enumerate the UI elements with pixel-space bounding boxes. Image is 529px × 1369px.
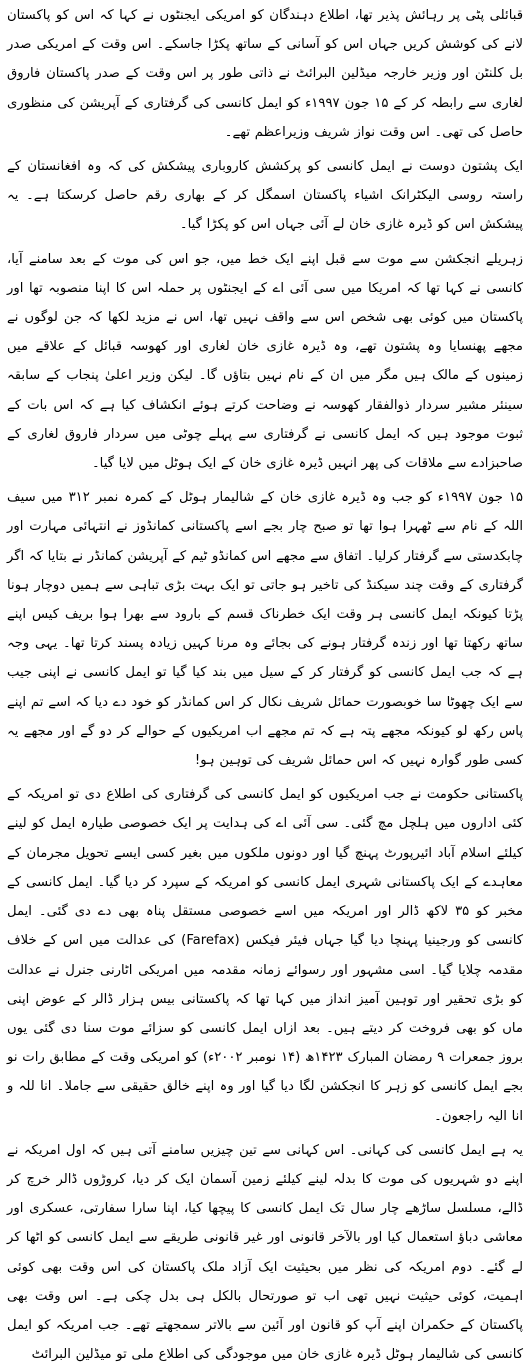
paragraph-4: ۱۵ جون ۱۹۹۷ء کو جب وہ ڈیرہ غازی خان کے شالیمار ہوٹل کے کمرہ نمبر ۳۱۲ میں سیف اللہ کے نام سے ٹھہرا ہوا تھا تو صبح چار بجے اسے پاکستانی کمانڈوز نے انتہائی مہارت اور چابکدستی سے گرفتار کرلیا۔ اتفاق سے مجھے اس کمانڈو ٹیم کے آپریشن کمانڈر نے بتایا کہ اگر گرفتاری کے وقت چند سیکنڈ کی تاخیر ہو جاتی تو ایک بہت بڑی تباہی سے ہمیں دوچار ہونا پڑتا کیونکہ ایمل کانسی ہر وقت ایک خطرناک قسم کے بارود سے بھرا ہوا بریف کیس اپنے ساتھ رکھتا تھا اور زندہ گرفتار ہونے کی بجائے وہ مرنا کہیں زیادہ پسند کرتا تھا۔ یہی وجہ ہے کہ جب ایمل کانسی کو گرفتار کر کے سیل میں بند کیا گیا تو ایمل کانسی نے اپنی جیب سے ایک چھوٹا سا خوبصورت حمائل شریف نکال کر اس کمانڈر کو خود دے دیا کہ اسے تم اپنے پاس رکھ لو کیونکہ مجھے پتہ ہے کہ تم مجھے اب امریکیوں کے حوالے کر دو گے اور مجھے یہ کسی طور گوارہ نہیں کہ اس حمائل شریف کی توہین ہو! [7, 490, 523, 769]
paragraph-1: قبائلی پٹی پر رہائش پذیر تھا، اطلاع دہندگان کو امریکی ایجنٹوں نے کہا کہ اس کو پاکستان لانے کی کوشش کریں جہاں اس کو آسانی کے ساتھ پکڑا جاسکے۔ اس وقت کے امریکی صدر بل کلنٹن اور وزیر خارجہ میڈلین البرائٹ نے ذاتی طور پر اس وقت کے صدر پاکستان فاروق لغاری سے رابطہ کر کے ۱۵ جون ۱۹۹۷ء کو ایمل کانسی کی گرفتاری کے آپریشن کی منظوری حاصل کی تھی۔ اس وقت نواز شریف وزیراعظم تھے۔ [7, 8, 523, 140]
paragraph-5: پاکستانی حکومت نے جب امریکیوں کو ایمل کانسی کی گرفتاری کی اطلاع دی تو امریکہ کے کئی اداروں میں ہلچل مچ گئی۔ سی آئی اے کی ہدایت پر ایک خصوصی طیارہ ایمل کو لینے کیلئے اسلام آباد ائیرپورٹ پہنچ گیا اور دونوں ملکوں میں بغیر کسی ایسے تحویل مجرمان کے معاہدے کے ایک پاکستانی شہری ایمل کانسی کو امریکہ کے سپرد کر دیا گیا۔ ایمل کانسی کے مخبر کو ۳۵ لاکھ ڈالر اور امریکہ میں اسے خصوصی مستقل پناہ بھی دے دی گئی۔ ایمل کانسی کو ورجینیا پہنچا دیا گیا جہاں فیئر فیکس (Farefax) کی عدالت میں اس کے خلاف مقدمہ چلایا گیا۔ اسی مشہور اور رسوائے زمانہ مقدمہ میں امریکی اٹارنی جنرل نے عدالت کو بڑی تحقیر اور توہین آمیز انداز میں کہا تھا کہ پاکستانی بیس ہزار ڈالر کے عوض اپنی ماں کو بھی فروخت کر دیتے ہیں۔ بعد ازاں ایمل کانسی کو سزائے موت سنا دی گئی یوں بروز جمعرات ۹ رمضان المبارک ۱۴۲۳ھ (۱۴ نومبر ۲۰۰۲ء) کو امریکی وقت کے مطابق رات نو بجے ایمل کانسی کو زہر کا انجکشن لگا دیا گیا اور وہ اپنے خالق حقیقی سے جاملا۔ انا للہ و انا الیہ راجعون۔ [7, 787, 524, 1124]
paragraph-2: ایک پشتون دوست نے ایمل کانسی کو پرکشش کاروباری پیشکش کی کہ وہ افغانستان کے راستہ روسی الیکٹرانک اشیاء پاکستان اسمگل کر کے بھاری رقم حاصل کرسکتا ہے۔ یہ پیشکش اس کو ڈیرہ غازی خان لے آئی جہاں اس کو پکڑا گیا۔ [7, 159, 523, 233]
paragraph-3: زہریلے انجکشن سے موت سے قبل اپنے ایک خط میں، جو اس کی موت کے بعد سامنے آیا، کانسی نے کہا تھا کہ امریکا میں سی آئی اے کے ایجنٹوں پر حملہ اس کا اپنا منصوبہ تھا اور پاکستان میں کوئی بھی شخص اس سے واقف نہیں تھا، اس نے مزید لکھا کہ جن لوگوں نے مجھے پھنسایا وہ پشتون تھے، وہ ڈیرہ غازی خان لغاری اور کھوسہ قبائل کے علاقے میں زمینوں کے مالک ہیں مگر میں ان کے نام نہیں بتاؤں گا۔ لیکن وزیر اعلیٰ پنجاب کے سابقہ سینئر مشیر سردار ذوالفقار کھوسہ نے وضاحت کرتے ہوئے انکشاف کیا ہے کہ اس بات کے ثبوت موجود ہیں کہ ایمل کانسی نے گرفتاری سے پہلے چوٹی میں سردار فاروق لغاری کے صاحبزادے سے ملاقات کی پھر انہیں ڈیرہ غازی خان کے ایک ہوٹل میں لایا گیا۔ [7, 251, 523, 472]
paragraph-6: یہ ہے ایمل کانسی کی کہانی۔ اس کہانی سے تین چیزیں سامنے آتی ہیں کہ اول امریکہ نے اپنے دو شہریوں کی موت کا بدلہ لینے کیلئے زمین آسمان ایک کر دیا، کروڑوں ڈالر خرچ کر ڈالے، مسلسل ساڑھے چار سال تک ایمل کانسی کا پیچھا کیا، اپنا سارا سفارتی، عسکری اور معاشی دباؤ استعمال کیا اور بالآخر قانونی اور غیر قانونی طریقے سے ایمل کانسی کو اٹھا کر لے گئے۔ دوم امریکہ کی نظر میں بحیثیت ایک آزاد ملک پاکستان کی اس وقت بھی کوئی اہمیت، کوئی حیثیت نہیں تھی اب تو صورتحال بالکل ہی بدل چکی ہے۔ اس وقت بھی پاکستان کے حکمران اپنے آپ کو قانون اور آئین سے بالاتر سمجھتے تھے۔ جب امریکہ کو ایمل کانسی کی شالیمار ہوٹل ڈیرہ غازی خان میں موجودگی کی اطلاع ملی تو میڈلین البرائٹ [7, 1142, 523, 1363]
